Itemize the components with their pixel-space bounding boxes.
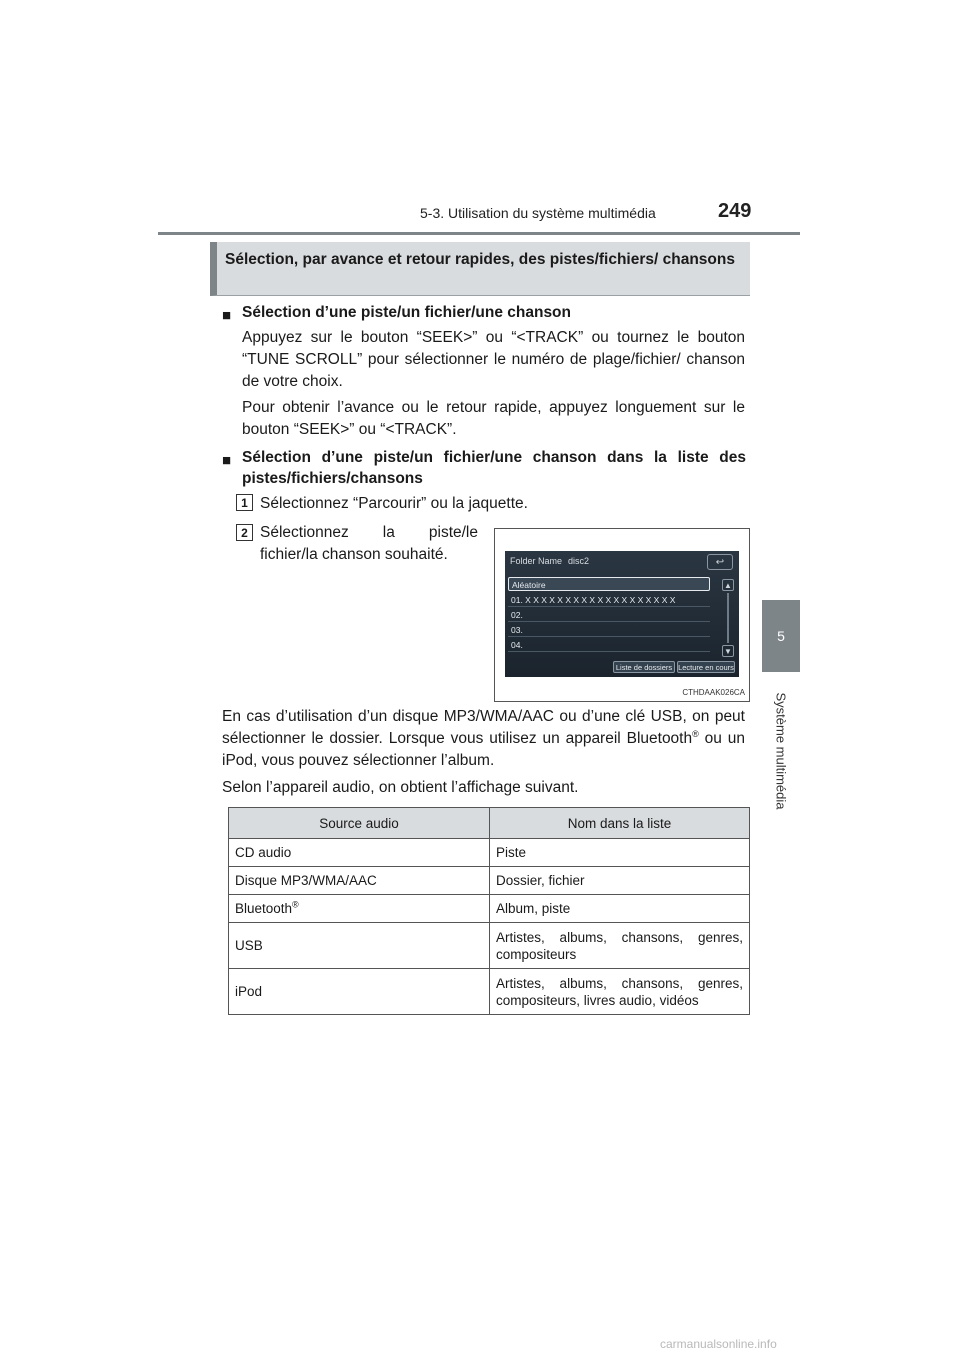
scroll-down-icon[interactable]: ▼ [722, 645, 734, 657]
table-row: Bluetooth® Album, piste [229, 895, 750, 923]
list-item-random[interactable]: Aléatoire [508, 577, 710, 591]
scrollbar[interactable] [722, 579, 734, 657]
table-row: CD audio Piste [229, 839, 750, 867]
scroll-up-icon[interactable]: ▲ [722, 579, 734, 591]
chapter-tab [762, 600, 800, 672]
audio-source-table [228, 807, 750, 1015]
step-2-text-line1: Sélectionnez la piste/le [260, 524, 478, 541]
paragraph-display-note: Selon l’appareil audio, on obtient l’affichage suivant. [222, 779, 579, 796]
table-header-row [229, 808, 750, 839]
header-rule [158, 232, 800, 235]
folder-name-label: Folder Name [510, 556, 563, 566]
screen-illustration [494, 528, 750, 702]
header-source: Source audio [229, 808, 490, 839]
step-2-text-line2: fichier/la chanson souhaité. [260, 546, 448, 563]
header-list-name: Nom dans la liste [490, 808, 750, 839]
table-row: iPod Artistes, albums, chansons, genres, compositeurs, livres audio, vidéos [229, 969, 750, 1015]
list-item[interactable]: 03. [508, 623, 710, 637]
section-title-box [210, 242, 750, 296]
paragraph-folder-selection: En cas d’utilisation d’un disque MP3/WMA/AAC ou d’une clé USB, on peut sélectionner le dossier. Lorsque vous utilisez un appareil Bluetooth® ou un iPod, vous pouvez sélectionner l’album. [222, 708, 745, 769]
watermark: carmanualsonline.info [660, 1337, 777, 1351]
subheading-select-from-list: ■ Sélection d’une piste/un fichier/une chanson dans la liste des pistes/fichiers/chansons [222, 449, 746, 487]
display-screen [505, 551, 739, 677]
section-title: Sélection, par avance et retour rapides, des pistes/fichiers/ chansons [225, 251, 735, 268]
list-item[interactable]: 04. [508, 638, 710, 652]
running-header-section: 5-3. Utilisation du système multimédia [420, 205, 656, 221]
illustration-code: CTHDAAK026CA [682, 688, 745, 697]
step-number-2: 2 [236, 524, 253, 541]
table-row: USB Artistes, albums, chansons, genres, compositeurs [229, 923, 750, 969]
list-item[interactable]: 01. X X X X X X X X X X X X X X X X X X X [508, 593, 710, 607]
chapter-label: Système multimédia [773, 692, 789, 810]
step-number-1: 1 [236, 494, 253, 511]
square-bullet-icon: ■ [222, 452, 232, 469]
back-arrow-icon[interactable]: ↩ [707, 554, 733, 570]
step-1-text: Sélectionnez “Parcourir” ou la jaquette. [260, 495, 528, 512]
paragraph-fast-forward: Pour obtenir l’avance ou le retour rapide, appuyez longuement sur le bouton “SEEK>” ou “<TRACK”. [242, 399, 745, 438]
chapter-number: 5 [777, 628, 785, 644]
folder-list-button[interactable]: Liste de dossiers [613, 661, 675, 673]
square-bullet-icon: ■ [222, 307, 232, 324]
page-number: 249 [718, 200, 752, 222]
disc-name-label: disc2 [568, 556, 590, 566]
now-playing-button[interactable]: Lecture en cours [678, 662, 734, 672]
paragraph-select-instructions: Appuyez sur le bouton “SEEK>” ou “<TRACK” ou tournez le bouton “TUNE SCROLL” pour sélectionner le numéro de plage/fichier/ chanson de votre choix. [242, 329, 745, 390]
subheading-select-track: ■ Sélection d’une piste/un fichier/une chanson [222, 304, 571, 324]
table-row: Disque MP3/WMA/AAC Dossier, fichier [229, 867, 750, 895]
scroll-track [727, 593, 729, 643]
list-item[interactable]: 02. [508, 608, 710, 622]
